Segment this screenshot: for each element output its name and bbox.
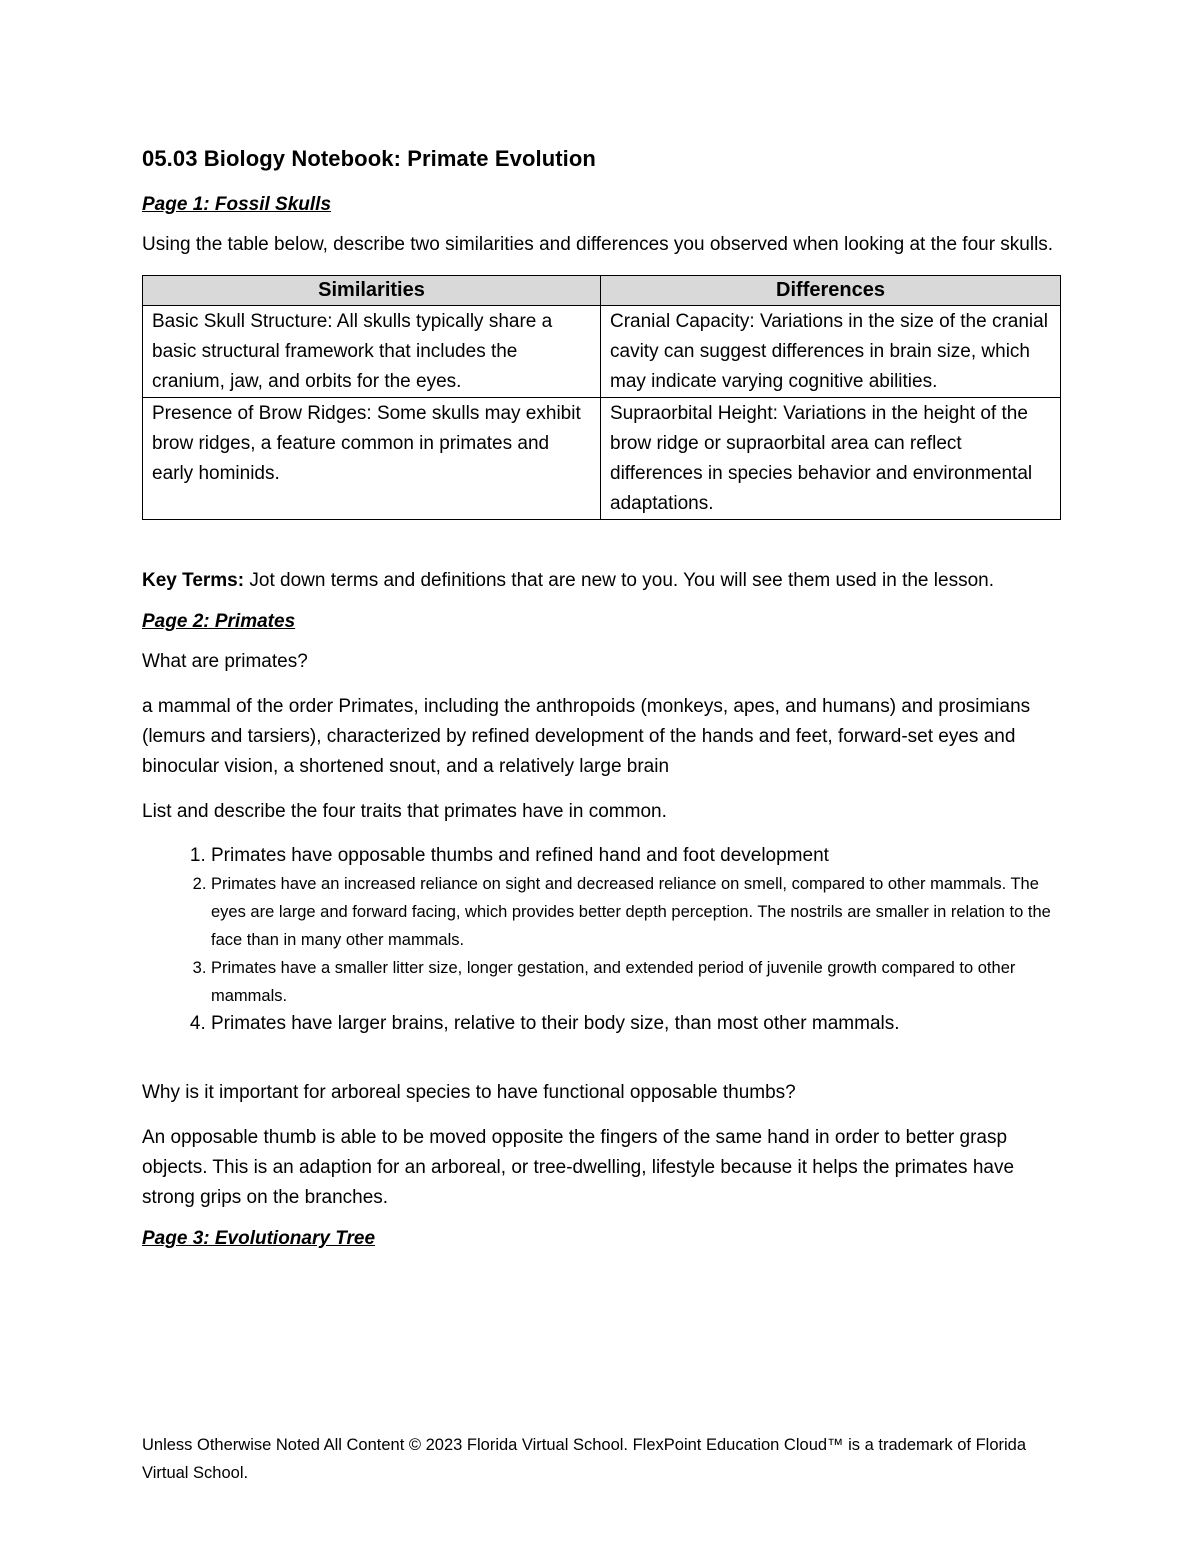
page2-heading: Page 2: Primates [142, 611, 296, 632]
table-cell: Supraorbital Height: Variations in the height of the brow ridge or supraorbital area can reflect differences in species behavior and environmental adaptations. [601, 398, 1061, 520]
document-title: 05.03 Biology Notebook: Primate Evolution [142, 146, 596, 171]
table-cell: Presence of Brow Ridges: Some skulls may exhibit brow ridges, a feature common in primates and early hominids. [143, 398, 601, 520]
comparison-table [142, 275, 1061, 520]
document-body [142, 146, 1060, 1264]
table-row [143, 306, 1061, 398]
list-item: 1. Primates have opposable thumbs and refined hand and foot development [211, 842, 1060, 870]
question-what-are-primates: What are primates? [142, 651, 308, 672]
page1-instruction: Using the table below, describe two similarities and differences you observed when looking at the four skulls. [142, 234, 1054, 255]
list-item: 4. Primates have larger brains, relative to their body size, than most other mammals. [211, 1010, 1060, 1038]
page3-heading: Page 3: Evolutionary Tree [142, 1228, 376, 1249]
question-four-traits: List and describe the four traits that primates have in common. [142, 801, 667, 822]
footer-copyright: Unless Otherwise Noted All Content © 2023 Florida Virtual School. FlexPoint Education Cloud™ is a trademark of Florida Virtual School. [142, 1436, 1027, 1482]
question-opposable-thumbs: Why is it important for arboreal species to have functional opposable thumbs? [142, 1082, 796, 1103]
table-cell: Cranial Capacity: Variations in the size of the cranial cavity can suggest differences in brain size, which may indicate varying cognitive abilities. [601, 306, 1061, 398]
key-terms [142, 566, 1060, 596]
traits-list [142, 842, 1060, 1038]
header-similarities: Similarities [143, 276, 601, 306]
answer-opposable-thumbs: An opposable thumb is able to be moved opposite the fingers of the same hand in order to better grasp objects. This is an adaption for an arboreal, or tree-dwelling, lifestyle because it helps the primates have strong grips on the branches. [142, 1127, 1015, 1208]
list-item: 3. Primates have a smaller litter size, longer gestation, and extended period of juvenile growth compared to other mammals. [211, 954, 1060, 1010]
answer-what-are-primates: a mammal of the order Primates, including the anthropoids (monkeys, apes, and humans) and prosimians (lemurs and tarsiers), characterized by refined development of the hands and feet, forward-set eyes and binocular vision, a shortened snout, and a relatively large brain [142, 696, 1031, 777]
key-terms-text: Jot down terms and definitions that are new to you. You will see them used in the lesson. [244, 570, 994, 591]
list-item: 2. Primates have an increased reliance on sight and decreased reliance on smell, compared to other mammals. The eyes are large and forward facing, which provides better depth perception. The nostrils are smaller in relation to the face than in many other mammals. [211, 870, 1060, 954]
header-differences: Differences [601, 276, 1061, 306]
table-cell: Basic Skull Structure: All skulls typically share a basic structural framework that includes the cranium, jaw, and orbits for the eyes. [143, 306, 601, 398]
table-row [143, 398, 1061, 520]
table-header-row [143, 276, 1061, 306]
page1-heading: Page 1: Fossil Skulls [142, 194, 332, 215]
key-terms-label: Key Terms: [142, 570, 245, 591]
